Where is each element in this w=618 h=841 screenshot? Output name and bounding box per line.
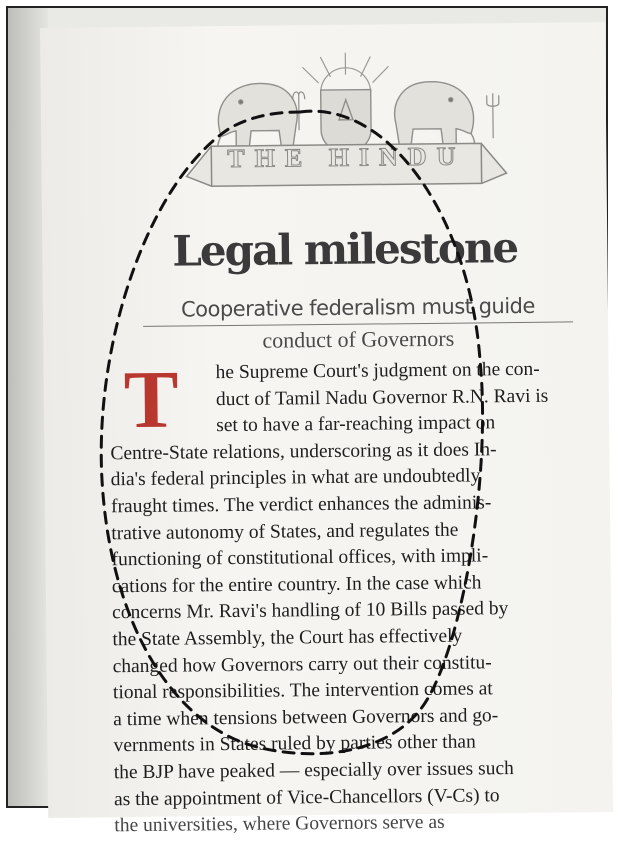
- body-line: tional responsibilities. The intervention comes at: [112, 678, 493, 704]
- deck: [143, 290, 574, 356]
- body-line: trative autonomy of States, and regulates the: [111, 519, 459, 544]
- body-line: as the appointment of Vice-Chancellors (V-Cs) to: [113, 784, 500, 810]
- body-line: concerns Mr. Ravi's handling of 10 Bills passed by: [112, 598, 509, 624]
- body-line: the State Assembly, the Court has effectively: [112, 625, 463, 651]
- drop-cap: T: [123, 353, 180, 446]
- body-line: functioning of constitutional offices, with impli-: [111, 545, 489, 571]
- body-line: set to have a far-reaching impact on: [216, 412, 496, 437]
- body-line: duct of Tamil Nadu Governor R.N. Ravi is: [215, 385, 549, 410]
- masthead: [180, 33, 512, 206]
- article-body: [109, 353, 580, 840]
- body-line: dia's federal principles in what are undoubtedly: [110, 465, 481, 491]
- body-line: Centre-State relations, underscoring as it does In-: [110, 439, 497, 465]
- body-line: fraught times. The verdict enhances the adminis-: [110, 492, 492, 518]
- body-line: cations for the entire country. In the case which: [111, 572, 482, 598]
- headline: Legal milestone: [172, 223, 518, 276]
- body-line: the universities, where Governors serve as: [114, 811, 445, 837]
- newspaper-clipping: [40, 22, 613, 837]
- body-line: the BJP have peaked — especially over issues such: [113, 757, 514, 784]
- body-line: vernments in States ruled by parties other than: [113, 731, 476, 757]
- elephant-emblem-icon: [180, 33, 512, 206]
- deck-line-2: conduct of Governors: [262, 325, 455, 353]
- body-line: a time when tensions between Governors and go-: [113, 704, 499, 730]
- masthead-title: THE HINDU: [227, 141, 466, 174]
- scan-frame: [6, 6, 608, 837]
- deck-line-1: Cooperative federalism must guide: [143, 290, 573, 327]
- body-line: changed how Governors carry out their constitu-: [112, 651, 492, 677]
- body-line: he Supreme Court's judgment on the con-: [215, 358, 540, 384]
